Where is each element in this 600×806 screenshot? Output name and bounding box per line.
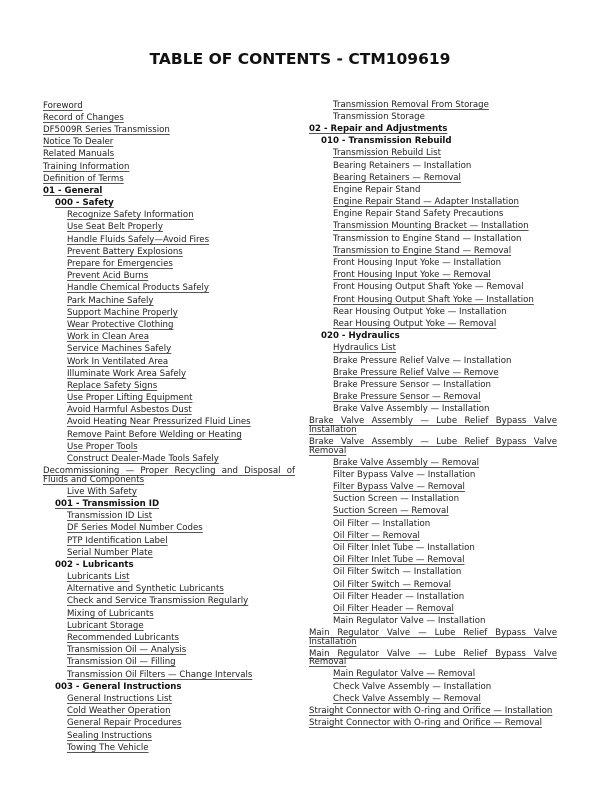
toc-entry-label: Use Seat Belt Properly <box>67 222 163 233</box>
toc-entry-label: Service Machines Safely <box>67 344 172 355</box>
toc-link[interactable] <box>309 197 557 209</box>
toc-entry-label: Prepare for Emergencies <box>67 259 173 270</box>
toc-link[interactable] <box>309 379 557 391</box>
toc-entry-label: 001 - Transmission ID <box>55 498 160 509</box>
toc-entry-label: Suction Screen — Installation <box>333 494 460 505</box>
toc-entry-label: Oil Filter Header — Removal <box>333 603 454 614</box>
toc-entry-label: Straight Connector with O-ring and Orifice — Removal <box>309 717 543 728</box>
toc-entry-label: Transmission Storage <box>333 111 425 122</box>
toc-link[interactable] <box>309 221 557 233</box>
toc-entry-label: Oil Filter — Removal <box>333 530 420 541</box>
toc-entry-label: Main Regulator Valve — Lube Relief Bypass Valve Installation <box>309 628 557 647</box>
toc-entry-label: Notice To Dealer <box>43 137 114 148</box>
toc-link[interactable] <box>43 222 295 234</box>
toc-entry-label: Hydraulics List <box>333 343 396 354</box>
toc-link[interactable] <box>309 669 557 681</box>
toc-entry-label: Rear Housing Output Yoke — Removal <box>333 318 497 329</box>
toc-link[interactable] <box>43 417 295 429</box>
page-title: TABLE OF CONTENTS - CTM109619 <box>149 50 451 68</box>
toc-link[interactable] <box>43 368 295 380</box>
toc-link[interactable] <box>309 436 557 457</box>
toc-entry-label: Front Housing Output Shaft Yoke — Installation <box>333 294 534 305</box>
toc-entry-label: DF5009R Series Transmission <box>43 124 170 135</box>
toc-entry-label: Mixing of Lubricants <box>67 608 154 619</box>
toc-entry-label: Transmission to Engine Stand — Installation <box>333 233 522 244</box>
toc-entry-label: Handle Chemical Products Safely <box>67 283 209 294</box>
toc-link[interactable] <box>309 318 557 330</box>
toc-entry-label: Oil Filter Switch — Removal <box>333 579 451 590</box>
toc-link[interactable] <box>43 632 295 644</box>
toc-link[interactable] <box>309 209 557 221</box>
toc-link[interactable] <box>43 149 295 161</box>
toc-left-column <box>43 100 295 754</box>
toc-link[interactable] <box>43 620 295 632</box>
toc-link[interactable] <box>309 717 557 729</box>
toc-section-heading[interactable] <box>309 331 557 343</box>
toc-section-heading[interactable] <box>309 136 557 148</box>
toc-entry-label: Main Regulator Valve — Removal <box>333 669 476 680</box>
toc-link[interactable] <box>309 469 557 481</box>
toc-entry-label: Avoid Heating Near Pressurized Fluid Lines <box>67 417 251 428</box>
toc-entry-label: Transmission Oil — Filling <box>67 657 176 668</box>
toc-link[interactable] <box>43 584 295 596</box>
toc-entry-label: Engine Repair Stand <box>333 184 421 195</box>
toc-entry-label: Rear Housing Output Yoke — Installation <box>333 306 507 317</box>
toc-entry-label: Replace Safety Signs <box>67 380 158 391</box>
toc-entry-label: Avoid Harmful Asbestos Dust <box>67 405 192 416</box>
toc-link[interactable] <box>43 730 295 742</box>
toc-entry-label: Lubricants List <box>67 572 130 583</box>
toc-entry-label: Training Information <box>43 161 130 172</box>
toc-entry-label: Live With Safety <box>67 486 138 497</box>
toc-entry-label: Bearing Retainers — Installation <box>333 160 472 171</box>
toc-link[interactable] <box>309 518 557 530</box>
toc-entry-label: Transmission Removal From Storage <box>333 99 489 110</box>
toc-link[interactable] <box>309 506 557 518</box>
toc-entry-label: Main Regulator Valve — Installation <box>333 616 486 627</box>
toc-entry-label: Transmission ID List <box>67 511 153 522</box>
toc-entry-label: Brake Pressure Relief Valve — Remove <box>333 367 499 378</box>
toc-link[interactable] <box>43 608 295 620</box>
toc-link[interactable] <box>43 173 295 185</box>
toc-entry-label: Park Machine Safely <box>67 295 154 306</box>
toc-entry-label: Support Machine Properly <box>67 307 178 318</box>
toc-entry-label: Decommissioning — Proper Recycling and Disposal of Fluids and Components <box>43 466 295 485</box>
toc-link[interactable] <box>309 705 557 717</box>
toc-section-heading[interactable] <box>43 681 295 693</box>
toc-link[interactable] <box>309 148 557 160</box>
toc-entry-label: Related Manuals <box>43 149 115 160</box>
toc-entry-label: Serial Number Plate <box>67 547 153 558</box>
toc-link[interactable] <box>43 258 295 270</box>
toc-entry-label: Transmission Oil — Analysis <box>67 645 187 656</box>
toc-link[interactable] <box>43 742 295 754</box>
toc-link[interactable] <box>309 367 557 379</box>
toc-entry-label: Towing The Vehicle <box>67 742 149 753</box>
toc-section-heading[interactable] <box>309 123 557 135</box>
toc-link[interactable] <box>309 416 557 437</box>
toc-entry-label: Front Housing Input Yoke — Removal <box>333 270 491 281</box>
toc-entry-label: DF Series Model Number Codes <box>67 523 203 534</box>
toc-link[interactable] <box>43 344 295 356</box>
toc-entry-label: Front Housing Output Shaft Yoke — Removal <box>333 282 524 293</box>
toc-entry-label: 02 - Repair and Adjustments <box>309 123 448 134</box>
toc-link[interactable] <box>309 343 557 355</box>
toc-link[interactable] <box>43 246 295 258</box>
toc-entry-label: Straight Connector with O-ring and Orifice — Installation <box>309 705 553 716</box>
toc-link[interactable] <box>309 257 557 269</box>
toc-link[interactable] <box>309 628 557 649</box>
toc-link[interactable] <box>43 523 295 535</box>
toc-link[interactable] <box>43 669 295 681</box>
toc-link[interactable] <box>43 124 295 136</box>
toc-entry-label: 020 - Hydraulics <box>321 331 400 342</box>
toc-link[interactable] <box>43 356 295 368</box>
toc-entry-label: Foreword <box>43 100 83 111</box>
toc-entry-label: Transmission Mounting Bracket — Installation <box>333 221 529 232</box>
toc-link[interactable] <box>309 404 557 416</box>
toc-link[interactable] <box>43 547 295 559</box>
toc-link[interactable] <box>43 332 295 344</box>
toc-entry-label: Oil Filter Switch — Installation <box>333 567 462 578</box>
toc-link[interactable] <box>43 693 295 705</box>
toc-entry-label: Check and Service Transmission Regularly <box>67 596 249 607</box>
toc-entry-label: Illuminate Work Area Safely <box>67 368 187 379</box>
toc-entry-label: Brake Valve Assembly — Installation <box>333 404 490 415</box>
toc-link[interactable] <box>43 319 295 331</box>
toc-link[interactable] <box>309 481 557 493</box>
toc-link[interactable] <box>309 693 557 705</box>
toc-section-heading[interactable] <box>43 185 295 197</box>
toc-link[interactable] <box>43 161 295 173</box>
toc-link[interactable] <box>43 295 295 307</box>
toc-link[interactable] <box>309 282 557 294</box>
toc-link[interactable] <box>309 160 557 172</box>
toc-entry-label: 010 - Transmission Rebuild <box>321 136 452 147</box>
toc-entry-label: Transmission to Engine Stand — Removal <box>333 245 512 256</box>
toc-entry-label: Record of Changes <box>43 112 124 123</box>
toc-link[interactable] <box>43 645 295 657</box>
toc-entry-label: Oil Filter Inlet Tube — Removal <box>333 555 465 566</box>
toc-link[interactable] <box>309 603 557 615</box>
toc-entry-label: Brake Pressure Relief Valve — Installation <box>333 355 512 366</box>
toc-entry-label: 002 - Lubricants <box>55 559 134 570</box>
toc-link[interactable] <box>309 494 557 506</box>
toc-right-column <box>309 99 557 729</box>
toc-entry-label: Filter Bypass Valve — Installation <box>333 469 476 480</box>
toc-entry-label: Handle Fluids Safely—Avoid Fires <box>67 234 210 245</box>
toc-link[interactable] <box>309 245 557 257</box>
toc-link[interactable] <box>43 486 295 498</box>
toc-link[interactable] <box>309 648 557 669</box>
toc-link[interactable] <box>43 393 295 405</box>
toc-entry-label: Brake Valve Assembly — Lube Relief Bypass Valve Removal <box>309 437 557 456</box>
toc-link[interactable] <box>43 112 295 124</box>
toc-entry-label: Suction Screen — Removal <box>333 506 449 517</box>
toc-link[interactable] <box>309 111 557 123</box>
toc-entry-label: Main Regulator Valve — Lube Relief Bypass Valve Removal <box>309 648 557 668</box>
toc-entry-label: Use Proper Lifting Equipment <box>67 393 193 404</box>
toc-link[interactable] <box>309 392 557 404</box>
toc-link[interactable] <box>309 542 557 554</box>
toc-link[interactable] <box>43 535 295 547</box>
toc-entry-label: Lubricant Storage <box>67 620 144 631</box>
toc-link[interactable] <box>309 579 557 591</box>
toc-entry-label: Cold Weather Operation <box>67 706 171 717</box>
toc-link[interactable] <box>309 615 557 627</box>
toc-link[interactable] <box>43 283 295 295</box>
toc-link[interactable] <box>309 294 557 306</box>
toc-entry-label: Brake Valve Assembly — Lube Relief Bypass Valve Installation <box>309 416 557 436</box>
toc-entry-label: General Instructions List <box>67 693 172 704</box>
toc-entry-label: Wear Protective Clothing <box>67 319 174 330</box>
toc-entry-label: Recognize Safety Information <box>67 210 194 221</box>
toc-link[interactable] <box>43 453 295 465</box>
toc-link[interactable] <box>309 233 557 245</box>
toc-entry-label: Prevent Acid Burns <box>67 271 149 282</box>
toc-link[interactable] <box>43 572 295 584</box>
toc-link[interactable] <box>309 457 557 469</box>
toc-link[interactable] <box>43 210 295 222</box>
toc-entry-label: Brake Pressure Sensor — Installation <box>333 379 491 390</box>
toc-link[interactable] <box>43 405 295 417</box>
toc-link[interactable] <box>43 307 295 319</box>
toc-entry-label: Prevent Battery Explosions <box>67 246 183 257</box>
toc-entry-label: Check Valve Assembly — Installation <box>333 681 492 692</box>
toc-link[interactable] <box>43 100 295 112</box>
toc-entry-label: Engine Repair Stand — Adapter Installation <box>333 197 519 208</box>
toc-entry-label: 003 - General Instructions <box>55 681 182 692</box>
toc-link[interactable] <box>309 555 557 567</box>
toc-section-heading[interactable] <box>43 498 295 510</box>
toc-entry-label: Oil Filter — Installation <box>333 518 431 529</box>
toc-entry-label: Definition of Terms <box>43 173 124 184</box>
toc-link[interactable] <box>309 567 557 579</box>
toc-entry-label: PTP Identification Label <box>67 535 168 546</box>
toc-link[interactable] <box>309 591 557 603</box>
toc-link[interactable] <box>43 596 295 608</box>
toc-link[interactable] <box>43 380 295 392</box>
toc-entry-label: Oil Filter Inlet Tube — Installation <box>333 542 475 553</box>
toc-entry-label: General Repair Procedures <box>67 718 182 729</box>
toc-link[interactable] <box>309 355 557 367</box>
toc-entry-label: Transmission Oil Filters — Change Intervals <box>67 669 253 680</box>
toc-link[interactable] <box>309 99 557 111</box>
toc-section-heading[interactable] <box>43 559 295 571</box>
toc-link[interactable] <box>43 718 295 730</box>
toc-entry-label: Transmission Rebuild List <box>333 148 442 159</box>
toc-entry-label: Remove Paint Before Welding or Heating <box>67 429 242 440</box>
toc-link[interactable] <box>309 184 557 196</box>
toc-entry-label: Oil Filter Header — Installation <box>333 591 465 602</box>
toc-entry-label: Sealing Instructions <box>67 730 152 741</box>
toc-entry-label: Filter Bypass Valve — Removal <box>333 482 465 492</box>
toc-link[interactable] <box>309 306 557 318</box>
toc-link[interactable] <box>43 657 295 669</box>
toc-entry-label: Check Valve Assembly — Removal <box>333 693 481 704</box>
toc-link[interactable] <box>43 466 295 487</box>
toc-link[interactable] <box>309 172 557 184</box>
toc-entry-label: Construct Dealer-Made Tools Safely <box>67 454 219 465</box>
toc-entry-label: Bearing Retainers — Removal <box>333 172 461 183</box>
toc-link[interactable] <box>309 530 557 542</box>
toc-entry-label: Engine Repair Stand Safety Precautions <box>333 209 504 220</box>
toc-entry-label: Brake Valve Assembly — Removal <box>333 457 480 468</box>
toc-entry-label: Alternative and Synthetic Lubricants <box>67 584 224 595</box>
toc-entry-label: Use Proper Tools <box>67 441 138 452</box>
toc-link[interactable] <box>43 271 295 283</box>
toc-entry-label: Brake Pressure Sensor — Removal <box>333 392 481 403</box>
toc-link[interactable] <box>43 429 295 441</box>
toc-entry-label: Work in Clean Area <box>67 332 149 343</box>
toc-link[interactable] <box>309 681 557 693</box>
toc-entry-label: Recommended Lubricants <box>67 633 180 644</box>
toc-link[interactable] <box>43 706 295 718</box>
toc-section-heading[interactable] <box>43 198 295 210</box>
toc-entry-label: Front Housing Input Yoke — Installation <box>333 258 502 269</box>
toc-link[interactable] <box>43 234 295 246</box>
toc-entry-label: Work In Ventilated Area <box>67 356 169 367</box>
toc-entry-label: 01 - General <box>43 185 103 196</box>
toc-link[interactable] <box>43 137 295 149</box>
toc-link[interactable] <box>43 441 295 453</box>
toc-entry-label: 000 - Safety <box>55 198 114 209</box>
toc-link[interactable] <box>309 270 557 282</box>
toc-link[interactable] <box>43 511 295 523</box>
